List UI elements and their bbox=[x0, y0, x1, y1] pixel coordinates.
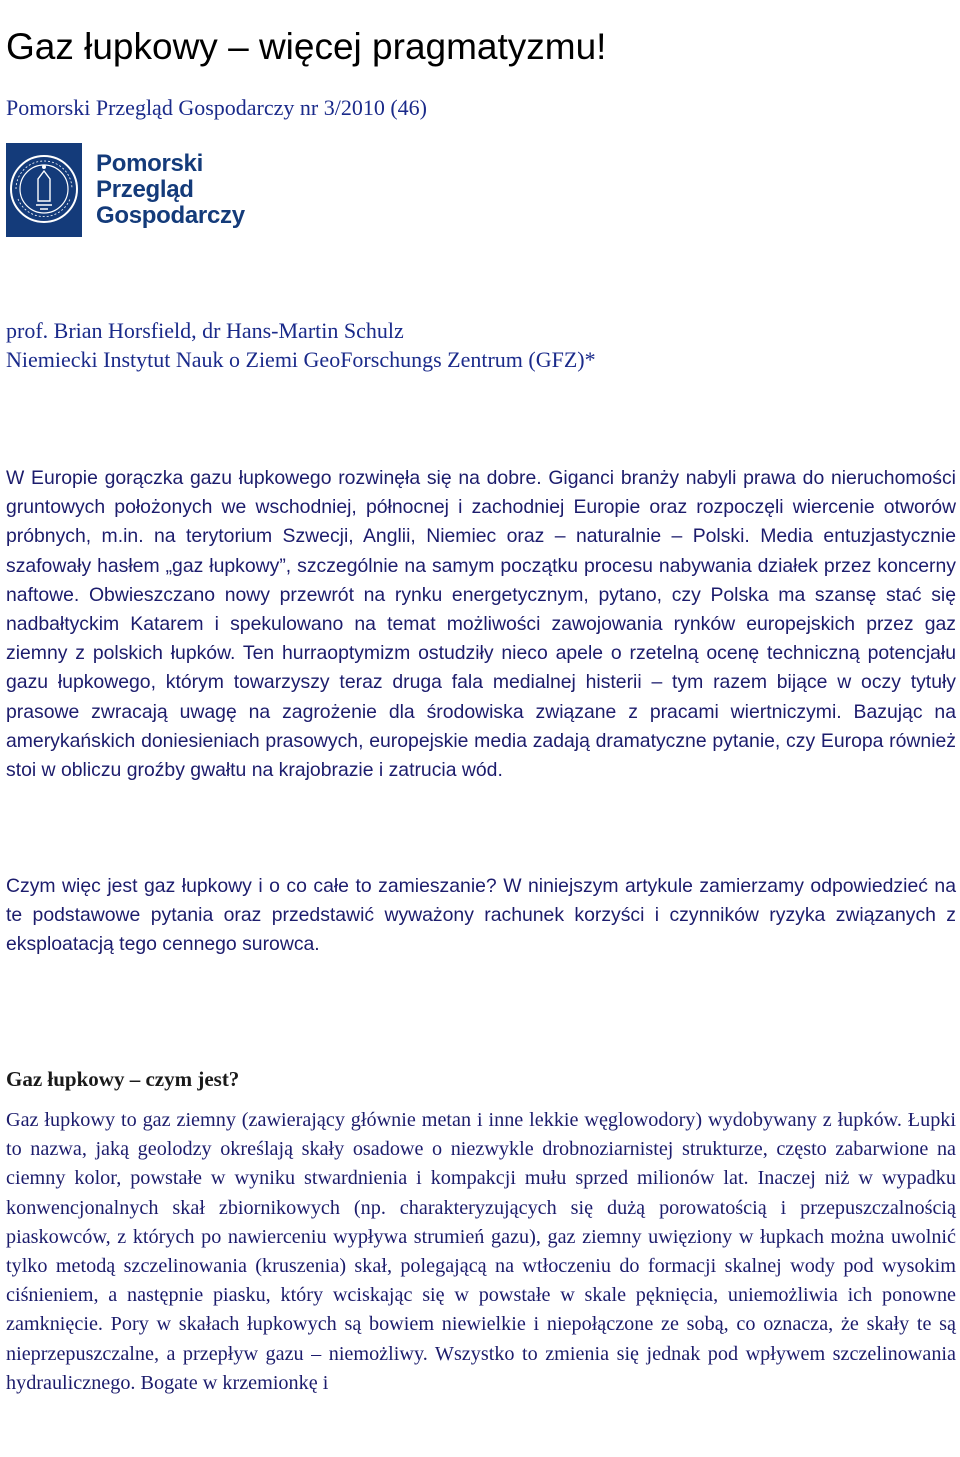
section-heading: Gaz łupkowy – czym jest? bbox=[6, 1067, 240, 1092]
document-title: Gaz łupkowy – więcej pragmatyzmu! bbox=[6, 25, 607, 67]
logo-line-2: Przegląd bbox=[96, 176, 194, 203]
question-paragraph: Czym więc jest gaz łupkowy i o co całe to zamieszanie? W niniejszym artykule zamierzamy odpowiedzieć na te podstawowe pytania oraz przedstawić wyważony rachunek korzyści i czynników ryzyka związanych z eksploatacją tego cennego surowca. bbox=[6, 875, 956, 956]
logo-wordmark bbox=[96, 151, 245, 229]
intro-paragraph: W Europie gorączka gazu łupkowego rozwinęła się na dobre. Giganci branży nabyli prawa do nieruchomości gruntowych położonych we wschodniej, północnej i zachodniej Europie oraz rozpoczęli wiercenie otworów próbnych, m.in. na terytorium Szwecji, Anglii, Niemiec oraz – naturalnie – Polski. Media entuzjastycznie szafowały hasłem „gaz łupkowy”, szczególnie na samym początku procesu nabywania działek przez koncerny naftowe. Obwieszczano nowy przewrót na rynku energetycznym, pytano, czy Polska ma szansę stać się nadbałtyckim Katarem i spekulowano na temat możliwości zawojowania rynków europejskich przez gaz ziemny z polskich łupków. Ten hurraoptymizm ostudziły nieco apele o rzetelną ocenę techniczną potencjału gazu łupkowego, którym towarzyszy teraz druga fala medialnej histerii – tym razem bijące w oczy tytuły prasowe zwracają uwagę na zagrożenie dla środowiska związane z pracami wiertniczymi. Bazując na amerykańskich doniesieniach prasowych, europejskie media zadają dramatyczne pytanie, czy Europa również stoi w obliczu groźby gwałtu na krajobrazie i zatrucia wód. bbox=[6, 467, 956, 782]
author-names: prof. Brian Horsfield, dr Hans-Martin Schulz bbox=[6, 318, 404, 343]
authors-block bbox=[6, 316, 596, 374]
logo-line-3: Gospodarczy bbox=[96, 202, 245, 229]
institute-seal-icon bbox=[6, 143, 82, 237]
author-affiliation: Niemiecki Instytut Nauk o Ziemi GeoForschungs Zentrum (GFZ)* bbox=[6, 347, 596, 372]
definition-paragraph: Gaz łupkowy to gaz ziemny (zawierający głównie metan i inne lekkie węglowodory) wydobywany z łupków. Łupki to nazwa, jaką geolodzy określają skały osadowe o niezwykle drobnoziarnistej strukturze, często zabarwione na ciemny kolor, powstałe w wyniku stwardnienia i kompakcji mułu sprzed milionów lat. Inaczej niż w wypadku konwencjonalnych skał zbiornikowych (np. charakteryzujących się dużą porowatością i przepuszczalnością piaskowców, z których po nawierceniu wypływa strumień gazu), gaz ziemny uwięziony w łupkach można uwolnić tylko metodą szczelinowania (kruszenia) skał, polegającą na wtłoczeniu do formacji skalnej wody pod wysokim ciśnieniem, a następnie piasku, który wciskając się w powstałe w skale pęknięcia, uniemożliwia ich ponowne zamknięcie. Pory w skałach łupkowych są bowiem niewielkie i niepołączone ze sobą, co oznacza, że skały te są nieprzepuszczalne, a przepływ gazu – niemożliwy. Wszystko to zmienia się jednak pod wpływem szczelinowania hydraulicznego. Bogate w krzemionkę i bbox=[6, 1109, 956, 1394]
logo-line-1: Pomorski bbox=[96, 150, 203, 177]
source-line: Pomorski Przegląd Gospodarczy nr 3/2010 (46) bbox=[6, 95, 427, 120]
publication-logo bbox=[6, 142, 258, 238]
